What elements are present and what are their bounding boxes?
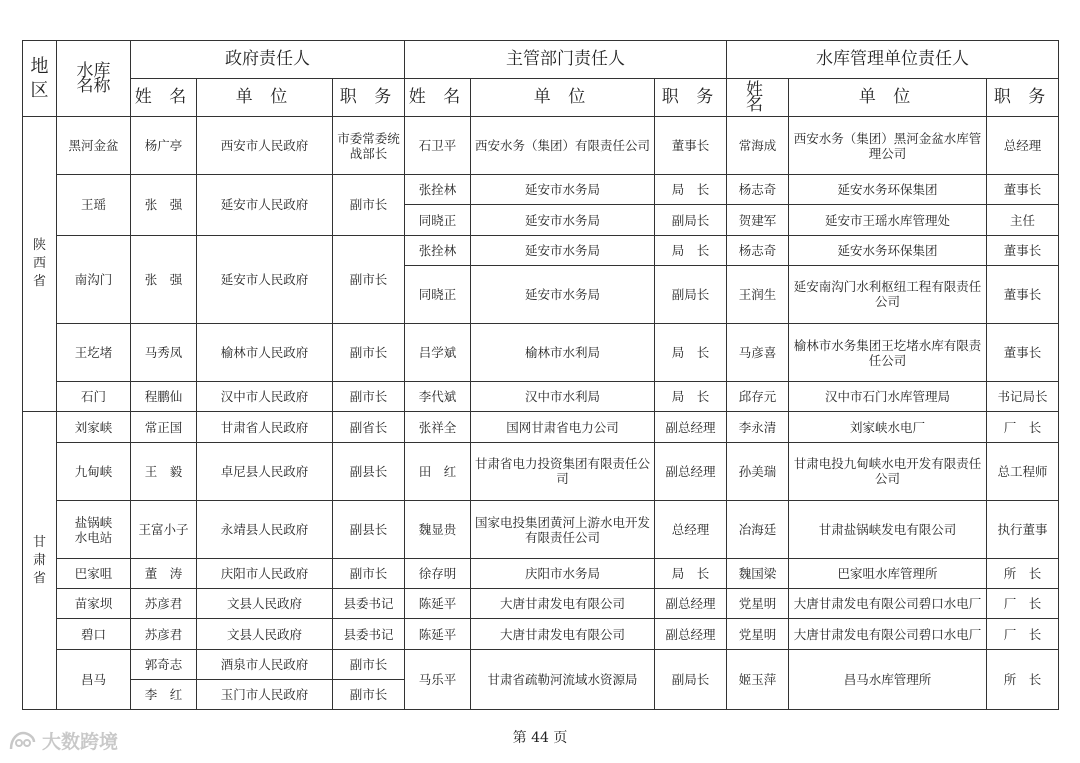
mgmt-person-name: 魏国梁	[727, 559, 789, 589]
gov-person-name: 张 强	[131, 175, 197, 235]
header-dept-name: 姓 名	[405, 79, 471, 117]
header-region: 地区	[23, 41, 57, 117]
dept-person-name: 陈延平	[405, 619, 471, 649]
gov-unit: 延安市人民政府	[197, 175, 333, 235]
dept-person-name: 张拴林	[405, 235, 471, 265]
mgmt-post: 执行董事	[987, 500, 1059, 558]
mgmt-person-name: 邱存元	[727, 382, 789, 412]
header-gov-name: 姓 名	[131, 79, 197, 117]
header-gov: 政府责任人	[131, 41, 405, 79]
mgmt-post: 总工程师	[987, 442, 1059, 500]
mgmt-person-name: 贺建军	[727, 205, 789, 235]
mgmt-unit: 甘肃电投九甸峡水电开发有限责任公司	[789, 442, 987, 500]
mgmt-unit: 延安水务环保集团	[789, 175, 987, 205]
mgmt-unit: 大唐甘肃发电有限公司碧口水电厂	[789, 589, 987, 619]
reservoir-name: 碧口	[57, 619, 131, 649]
table-row	[23, 649, 1059, 679]
mgmt-person-name: 姬玉萍	[727, 649, 789, 709]
gov-post: 副市长	[333, 679, 405, 709]
mgmt-person-name: 冶海廷	[727, 500, 789, 558]
mgmt-unit: 昌马水库管理所	[789, 649, 987, 709]
mgmt-post: 董事长	[987, 265, 1059, 323]
dept-post: 局 长	[655, 235, 727, 265]
gov-unit: 酒泉市人民政府	[197, 649, 333, 679]
dept-person-name: 魏显贵	[405, 500, 471, 558]
dept-unit: 西安水务（集团）有限责任公司	[471, 117, 655, 175]
dept-post: 局 长	[655, 559, 727, 589]
dept-unit: 榆林市水利局	[471, 324, 655, 382]
reservoir-name: 王瑶	[57, 175, 131, 235]
mgmt-person-name: 李永清	[727, 412, 789, 442]
reservoir-name: 苗家坝	[57, 589, 131, 619]
dept-person-name: 同晓正	[405, 205, 471, 235]
table-row	[23, 559, 1059, 589]
mgmt-post: 董事长	[987, 175, 1059, 205]
gov-unit: 汉中市人民政府	[197, 382, 333, 412]
gov-person-name: 杨广亭	[131, 117, 197, 175]
dept-post: 副局长	[655, 265, 727, 323]
reservoir-name: 王圪堵	[57, 324, 131, 382]
gov-person-name: 常正国	[131, 412, 197, 442]
dept-post: 局 长	[655, 324, 727, 382]
reservoir-name: 九甸峡	[57, 442, 131, 500]
dept-post: 局 长	[655, 175, 727, 205]
mgmt-post: 董事长	[987, 235, 1059, 265]
table-row	[23, 412, 1059, 442]
dept-post: 副局长	[655, 649, 727, 709]
mgmt-unit: 巴家咀水库管理所	[789, 559, 987, 589]
dept-unit: 汉中市水利局	[471, 382, 655, 412]
dept-person-name: 张祥全	[405, 412, 471, 442]
mgmt-unit: 西安水务（集团）黑河金盆水库管理公司	[789, 117, 987, 175]
mgmt-person-name: 党星明	[727, 589, 789, 619]
gov-post: 副市长	[333, 235, 405, 323]
header-dept: 主管部门责任人	[405, 41, 727, 79]
gov-post: 副县长	[333, 500, 405, 558]
dept-person-name: 田 红	[405, 442, 471, 500]
mgmt-person-name: 杨志奇	[727, 235, 789, 265]
dept-post: 董事长	[655, 117, 727, 175]
dept-person-name: 马乐平	[405, 649, 471, 709]
dept-person-name: 徐存明	[405, 559, 471, 589]
table-row	[23, 382, 1059, 412]
mgmt-unit: 刘家峡水电厂	[789, 412, 987, 442]
table-row	[23, 324, 1059, 382]
dept-person-name: 同晓正	[405, 265, 471, 323]
gov-unit: 文县人民政府	[197, 619, 333, 649]
dept-post: 副局长	[655, 205, 727, 235]
reservoir-responsibility-table	[22, 40, 1059, 710]
gov-unit: 延安市人民政府	[197, 235, 333, 323]
gov-post: 副市长	[333, 559, 405, 589]
mgmt-person-name: 马彦喜	[727, 324, 789, 382]
dept-unit: 甘肃省疏勒河流域水资源局	[471, 649, 655, 709]
gov-unit: 甘肃省人民政府	[197, 412, 333, 442]
gov-post: 副市长	[333, 324, 405, 382]
gov-post: 市委常委统战部长	[333, 117, 405, 175]
reservoir-name: 南沟门	[57, 235, 131, 323]
watermark-text: 大数跨境	[42, 731, 119, 753]
dept-person-name: 陈延平	[405, 589, 471, 619]
reservoir-name: 石门	[57, 382, 131, 412]
gov-unit: 卓尼县人民政府	[197, 442, 333, 500]
dept-unit: 大唐甘肃发电有限公司	[471, 589, 655, 619]
dept-post: 局 长	[655, 382, 727, 412]
dept-post: 总经理	[655, 500, 727, 558]
dept-unit: 延安市水务局	[471, 235, 655, 265]
gov-person-name: 张 强	[131, 235, 197, 323]
gov-post: 副市长	[333, 175, 405, 235]
header-mgmt-name: 姓 名	[727, 79, 789, 117]
mgmt-unit: 甘肃盐锅峡发电有限公司	[789, 500, 987, 558]
mgmt-post: 所 长	[987, 559, 1059, 589]
table-row	[23, 619, 1059, 649]
dept-person-name: 张拴林	[405, 175, 471, 205]
header-gov-unit: 单 位	[197, 79, 333, 117]
table-row	[23, 589, 1059, 619]
gov-person-name: 王 毅	[131, 442, 197, 500]
mgmt-post: 所 长	[987, 649, 1059, 709]
table-row	[23, 117, 1059, 175]
header-gov-post: 职 务	[333, 79, 405, 117]
gov-unit: 庆阳市人民政府	[197, 559, 333, 589]
dept-unit: 延安市水务局	[471, 265, 655, 323]
gov-person-name: 李 红	[131, 679, 197, 709]
header-mgmt-post: 职 务	[987, 79, 1059, 117]
header-dept-post: 职 务	[655, 79, 727, 117]
mgmt-person-name: 常海成	[727, 117, 789, 175]
mgmt-person-name: 杨志奇	[727, 175, 789, 205]
mgmt-person-name: 王润生	[727, 265, 789, 323]
gov-person-name: 郭奇志	[131, 649, 197, 679]
mgmt-person-name: 孙美瑞	[727, 442, 789, 500]
region-cell-gansu: 甘肃省	[23, 412, 57, 710]
mgmt-unit: 延安市王瑶水库管理处	[789, 205, 987, 235]
table-row	[23, 442, 1059, 500]
dept-unit: 延安市水务局	[471, 175, 655, 205]
gov-unit: 玉门市人民政府	[197, 679, 333, 709]
header-mgmt: 水库管理单位责任人	[727, 41, 1059, 79]
dept-unit: 甘肃省电力投资集团有限责任公司	[471, 442, 655, 500]
gov-person-name: 苏彦君	[131, 619, 197, 649]
gov-person-name: 马秀凤	[131, 324, 197, 382]
gov-post: 副县长	[333, 442, 405, 500]
header-row-2	[23, 79, 1059, 117]
dept-unit: 国家电投集团黄河上游水电开发有限责任公司	[471, 500, 655, 558]
mgmt-unit: 汉中市石门水库管理局	[789, 382, 987, 412]
gov-post: 副市长	[333, 649, 405, 679]
dept-post: 副总经理	[655, 619, 727, 649]
mgmt-post: 厂 长	[987, 589, 1059, 619]
header-row-1	[23, 41, 1059, 79]
dept-unit: 大唐甘肃发电有限公司	[471, 619, 655, 649]
mgmt-post: 厂 长	[987, 412, 1059, 442]
mgmt-unit: 延安南沟门水利枢纽工程有限责任公司	[789, 265, 987, 323]
header-dept-unit: 单 位	[471, 79, 655, 117]
dept-person-name: 吕学斌	[405, 324, 471, 382]
page-number: 第 44 页	[512, 730, 568, 746]
mgmt-post: 董事长	[987, 324, 1059, 382]
reservoir-name: 黑河金盆	[57, 117, 131, 175]
mgmt-post: 厂 长	[987, 619, 1059, 649]
table-row	[23, 235, 1059, 265]
reservoir-name: 刘家峡	[57, 412, 131, 442]
reservoir-name: 昌马	[57, 649, 131, 709]
dept-unit: 延安市水务局	[471, 205, 655, 235]
mgmt-post: 总经理	[987, 117, 1059, 175]
table-row	[23, 500, 1059, 558]
header-reservoir-name: 水库 名称	[57, 41, 131, 117]
gov-post: 县委书记	[333, 589, 405, 619]
gov-unit: 榆林市人民政府	[197, 324, 333, 382]
header-mgmt-unit: 单 位	[789, 79, 987, 117]
gov-post: 县委书记	[333, 619, 405, 649]
dept-post: 副总经理	[655, 442, 727, 500]
mgmt-post: 书记局长	[987, 382, 1059, 412]
dept-post: 副总经理	[655, 412, 727, 442]
mgmt-post: 主任	[987, 205, 1059, 235]
table-row	[23, 175, 1059, 205]
dept-person-name: 石卫平	[405, 117, 471, 175]
region-cell-shaanxi: 陕西省	[23, 117, 57, 412]
dept-person-name: 李代斌	[405, 382, 471, 412]
mgmt-person-name: 党星明	[727, 619, 789, 649]
mgmt-unit: 榆林市水务集团王圪堵水库有限责任公司	[789, 324, 987, 382]
dept-unit: 国网甘肃省电力公司	[471, 412, 655, 442]
gov-person-name: 董 涛	[131, 559, 197, 589]
gov-person-name: 王富小子	[131, 500, 197, 558]
dept-unit: 庆阳市水务局	[471, 559, 655, 589]
mgmt-unit: 延安水务环保集团	[789, 235, 987, 265]
gov-person-name: 苏彦君	[131, 589, 197, 619]
gov-post: 副省长	[333, 412, 405, 442]
reservoir-name: 盐锅峡水电站	[57, 500, 131, 558]
gov-unit: 西安市人民政府	[197, 117, 333, 175]
dept-post: 副总经理	[655, 589, 727, 619]
mgmt-unit: 大唐甘肃发电有限公司碧口水电厂	[789, 619, 987, 649]
gov-post: 副市长	[333, 382, 405, 412]
reservoir-name: 巴家咀	[57, 559, 131, 589]
gov-unit: 文县人民政府	[197, 589, 333, 619]
gov-person-name: 程鹏仙	[131, 382, 197, 412]
gov-unit: 永靖县人民政府	[197, 500, 333, 558]
